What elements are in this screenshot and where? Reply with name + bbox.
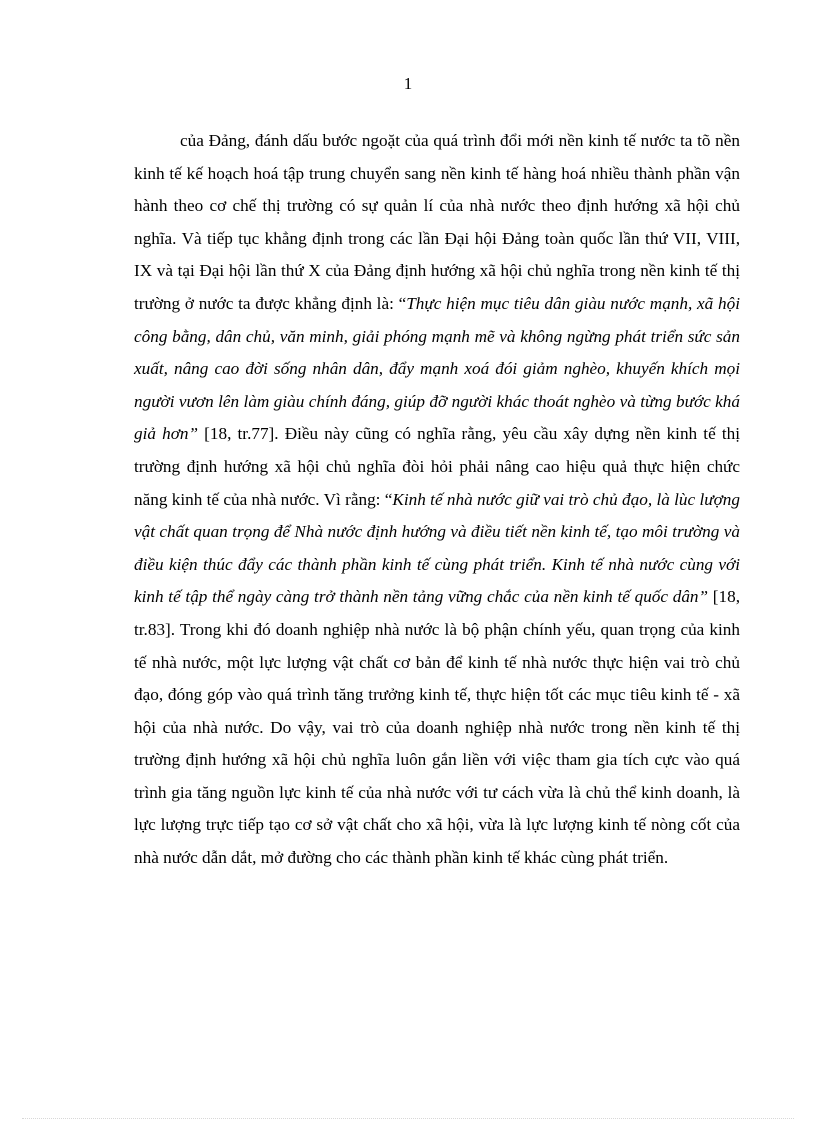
paragraph-text-part-1: của Đảng, đánh dấu bước ngoặt của quá trình đổi mới nền kinh tế nước ta tõ nền kinh tế kế hoạch hoá tập trung chuyển sang nền kinh tế hàng hoá nhiều thành phần vận hành theo cơ chế thị trường có sự quản lí của nhà nước theo định hướng xã hội chủ nghĩa. Và tiếp tục khẳng định trong các lần Đại hội Đảng toàn quốc lần thứ VII, VIII, IX và tại Đại hội lần thứ X của Đảng định hướng xã hội chủ nghĩa trong nền kinh tế thị trường ở nước ta được khẳng định là: “ <box>134 131 740 313</box>
paragraph-text-part-3: [18, tr.83]. Trong khi đó doanh nghiệp nhà nước là bộ phận chính yếu, quan trọng của kinh tế nhà nước, một lực lượng vật chất cơ bản để kinh tế nhà nước thực hiện vai trò chủ đạo, đóng góp vào quá trình tăng trưởng kinh tế, thực hiện tốt các mục tiêu kinh tế - xã hội của nhà nước. Do vậy, vai trò của doanh nghiệp nhà nước trong nền kinh tế thị trường định hướng xã hội chủ nghĩa luôn gắn liền với việc tham gia tích cực vào quá trình gia tăng nguồn lực kinh tế của nhà nước với tư cách vừa là chủ thể kinh doanh, là lực lượng trực tiếp tạo cơ sở vật chất cho xã hội, vừa là lực lượng kinh tế nòng cốt của nhà nước dẫn dắt, mở đường cho các thành phần kinh tế khác cùng phát triển. <box>134 587 740 868</box>
page-number: 1 <box>403 74 413 93</box>
page-bottom-border <box>22 1118 794 1119</box>
quotation-italic-2: Kinh tế nhà nước giữ vai trò chủ đạo, là lùc lượng vật chất quan trọng để Nhà nước định hướng và điều tiết nền kinh tế, tạo môi trường và điều kiện thúc đẩy các thành phần kinh tế cùng phát triển. Kinh tế nhà nước cùng với kinh tế tập thể ngày càng trở thành nền tảng vững chắc của nền kinh tế quốc dân” <box>134 489 740 607</box>
paragraph-text-part-2: [18, tr.77]. Điều này cũng có nghĩa rằng, yêu cầu xây dựng nền kinh tế thị trường định hướng xã hội chủ nghĩa đòi hỏi phải nâng cao hiệu quả thực hiện chức năng kinh tế của nhà nước. Vì rằng: “ <box>134 424 740 509</box>
body-paragraph <box>134 125 740 875</box>
quotation-italic-1: Thực hiện mục tiêu dân giàu nước mạnh, xã hội công bằng, dân chủ, văn minh, giải phóng mạnh mẽ và không ngừng phát triển sức sản xuất, nâng cao đời sống nhân dân, đẩy mạnh xoá đói giảm nghèo, khuyến khích mọi người vươn lên làm giàu chính đáng, giúp đỡ người khác thoát nghèo và từng bước khá giả hơn” <box>134 293 740 444</box>
